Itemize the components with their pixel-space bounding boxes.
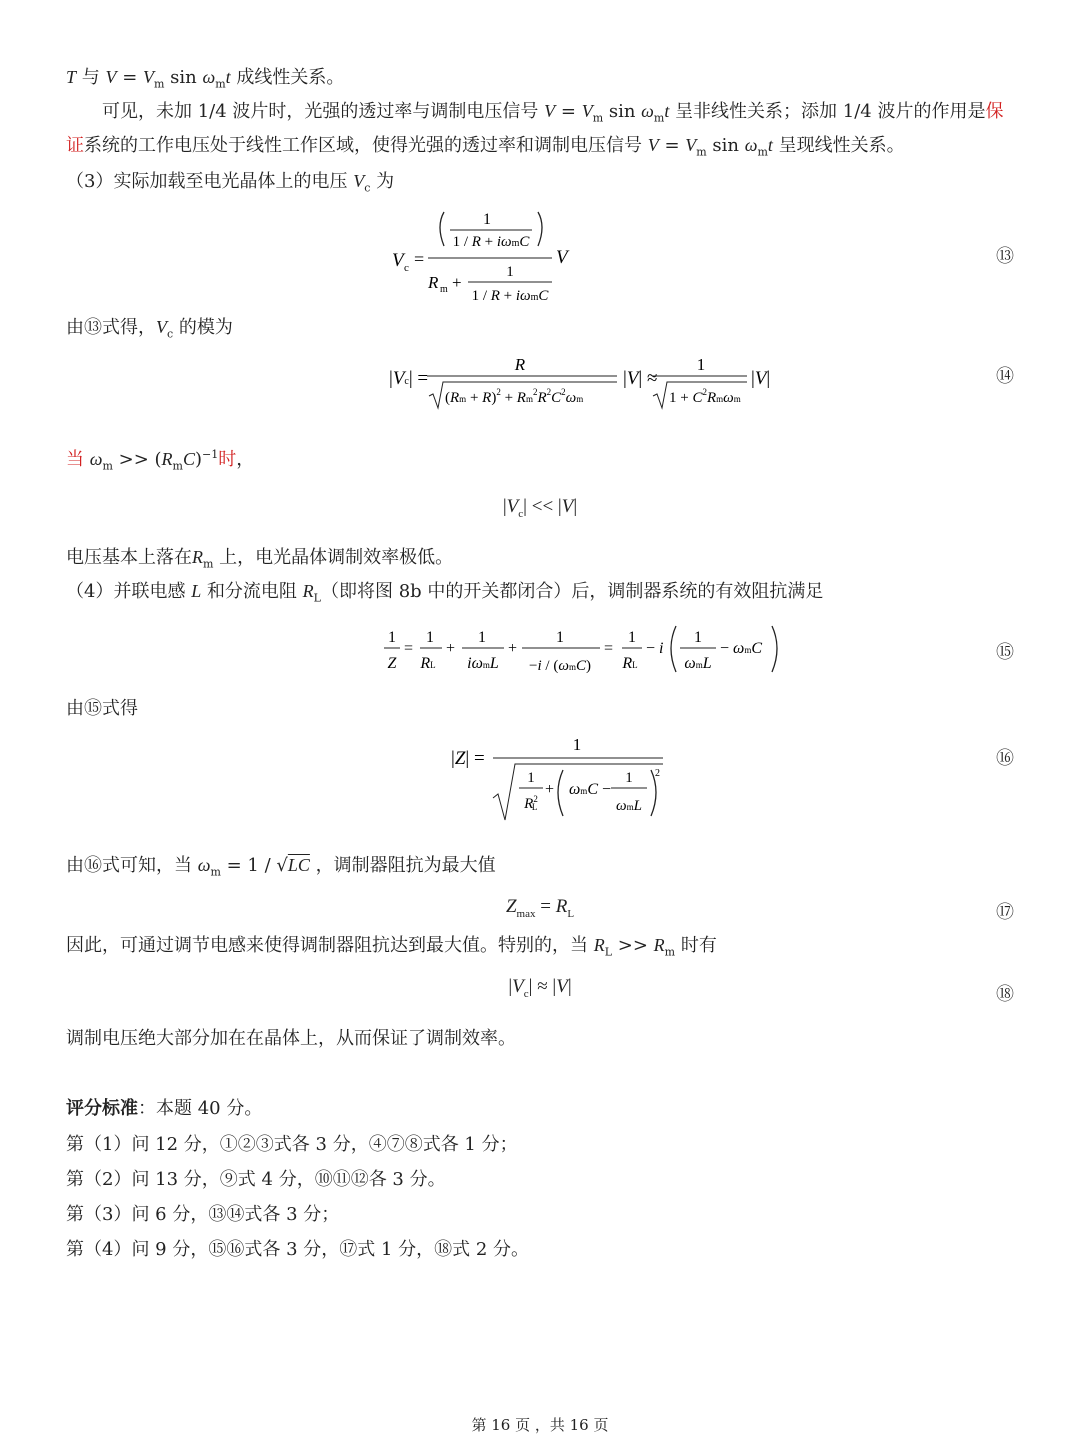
- svg-text:m: m: [440, 284, 448, 295]
- svg-text:1: 1: [628, 629, 636, 646]
- scoring-part3: 第（3）问 6 分，⑬⑭式各 3 分；: [66, 1204, 340, 1225]
- equation-number-16: ⑯: [996, 748, 1014, 769]
- svg-text:+: +: [508, 640, 518, 657]
- svg-text:− ωmC: − ωmC: [720, 640, 763, 657]
- svg-text:2: 2: [655, 768, 660, 779]
- svg-text:(Rm + R)2 + Rm2R2C2ωm: $(Rm + R)^2 + Rm^2R^2C^2\omega m$: [445, 387, 584, 406]
- paragraph-low-efficiency: 电压基本上落在$R_m$ 上，电光晶体调制效率极低。: [66, 547, 454, 571]
- svg-text:|Vc| =: |Vc| =: [389, 368, 429, 389]
- svg-text:1: 1: [506, 264, 514, 280]
- equation-number-18: ⑱: [996, 984, 1014, 1005]
- paragraph-quarter-wave-cont: 证系统的工作电压处于线性工作区域，使得光强的透过率和调制电压信号 $V = V_m$ $\sin \omega_mt$ 呈现线性关系。: [66, 135, 905, 159]
- equation-number-15: ⑮: [996, 642, 1014, 663]
- svg-text:−i / (ωmC): −i / (ωmC): [529, 658, 591, 674]
- equation-17: $Z_{max} = R_L$: [505, 896, 575, 920]
- svg-text:R: R: [514, 355, 526, 374]
- paragraph-part3: （3）实际加载至电光晶体上的电压 $V_c$ 为: [66, 171, 395, 195]
- equation-number-14: ⑭: [996, 366, 1014, 387]
- equation-13: [380, 202, 600, 310]
- svg-text:1: 1: [426, 629, 434, 646]
- svg-text:V: V: [556, 247, 568, 268]
- svg-text:1 / R + iωmC: 1 / R + iωmC: [471, 288, 549, 304]
- svg-text:=: =: [604, 640, 614, 657]
- svg-text:RL: RL: [622, 655, 638, 672]
- svg-text:1: 1: [527, 770, 535, 786]
- svg-text:1: 1: [625, 770, 633, 786]
- paragraph-condition: 当 $\omega_m >> (R_mC)^{-1}$时，: [66, 448, 255, 473]
- paragraph-linear-relation: T 与 $V = V_m$ $\sin \omega_mt$ 成线性关系。: [66, 67, 345, 91]
- svg-text:1 + C2Rmωm: $1 + C^2Rm\omega m$: [669, 387, 741, 406]
- svg-text:1: 1: [478, 629, 486, 646]
- equation-15: [380, 622, 800, 686]
- paragraph-part4: （4）并联电感 L 和分流电阻 $R_L$（即将图 8b 中的开关都闭合）后，调制器系统的有效阻抗满足: [66, 581, 824, 605]
- svg-text:c: c: [404, 262, 409, 274]
- svg-text:1: 1: [483, 211, 491, 228]
- svg-text:|V| ≈: |V| ≈: [623, 368, 658, 389]
- svg-text:1: 1: [696, 355, 706, 374]
- svg-text:iωmL: iωmL: [467, 655, 499, 672]
- scoring-part4: 第（4）问 9 分，⑮⑯式各 3 分，⑰式 1 分，⑱式 2 分。: [66, 1239, 530, 1260]
- paragraph-modulus: 由⑬式得，$V_c$ 的模为: [66, 317, 233, 341]
- scoring-title: 评分标准：本题 40 分。: [66, 1098, 263, 1119]
- equation-14: [385, 350, 785, 414]
- svg-text:RL: RL: [420, 655, 436, 672]
- paragraph-therefore: 因此，可通过调节电感来使得调制器阻抗达到最大值。特别的，当 $R_L >> R_m$ 时有: [66, 935, 717, 959]
- svg-text:1: 1: [556, 629, 564, 646]
- scoring-part1: 第（1）问 12 分，①②③式各 3 分，④⑦⑧式各 1 分；: [66, 1134, 518, 1155]
- svg-text:ωmC −: ωmC −: [569, 781, 612, 798]
- page-footer: 第 16 页 ，共 16 页: [471, 1416, 609, 1434]
- paragraph-max-impedance: 由⑯式可知，当 $\omega_m = 1 / √LC$ ，调制器阻抗为最大值: [66, 855, 496, 879]
- svg-text:R2L: $R^2$ L: [524, 794, 538, 812]
- paragraph-conclusion: 调制电压绝大部分加在在晶体上，从而保证了调制效率。: [66, 1028, 516, 1049]
- svg-text:ωmL: ωmL: [616, 798, 642, 814]
- svg-text:+: +: [452, 273, 462, 292]
- svg-text:+: +: [545, 781, 555, 798]
- svg-text:− i: − i: [646, 640, 664, 657]
- svg-text:=: =: [404, 640, 414, 657]
- svg-text:+: +: [446, 640, 456, 657]
- paragraph-quarter-wave: 可见，未加 1/4 波片时，光强的透过率与调制电压信号 $V = V_m$ $\sin \omega_mt$ 呈非线性关系；添加 1/4 波片的作用是保: [102, 101, 1004, 125]
- paragraph-from-15: 由⑮式得: [66, 698, 138, 719]
- svg-text:1: 1: [388, 629, 396, 646]
- svg-text:V: V: [392, 250, 404, 271]
- scoring-part2: 第（2）问 13 分，⑨式 4 分，⑩⑪⑫各 3 分。: [66, 1169, 446, 1190]
- svg-text:R: R: [428, 273, 439, 292]
- svg-text:|Z| =: |Z| =: [451, 748, 485, 769]
- svg-text:ωmL: ωmL: [684, 655, 712, 672]
- svg-text:|V|: |V|: [751, 368, 771, 389]
- equation-number-13: ⑬: [996, 246, 1014, 267]
- equation-18: $|V_c| \approx |V|$: [508, 976, 572, 1000]
- svg-text:1: 1: [694, 629, 702, 646]
- svg-text:1: 1: [572, 735, 582, 754]
- svg-text:=: =: [414, 249, 425, 269]
- equation-number-17: ⑰: [996, 902, 1014, 923]
- svg-text:1 / R + iωmC: 1 / R + iωmC: [452, 234, 530, 250]
- equation-16: [445, 730, 685, 826]
- equation-vc-much-less-v: $|V_c| << |V|$: [502, 496, 578, 520]
- svg-text:Z: Z: [387, 655, 397, 672]
